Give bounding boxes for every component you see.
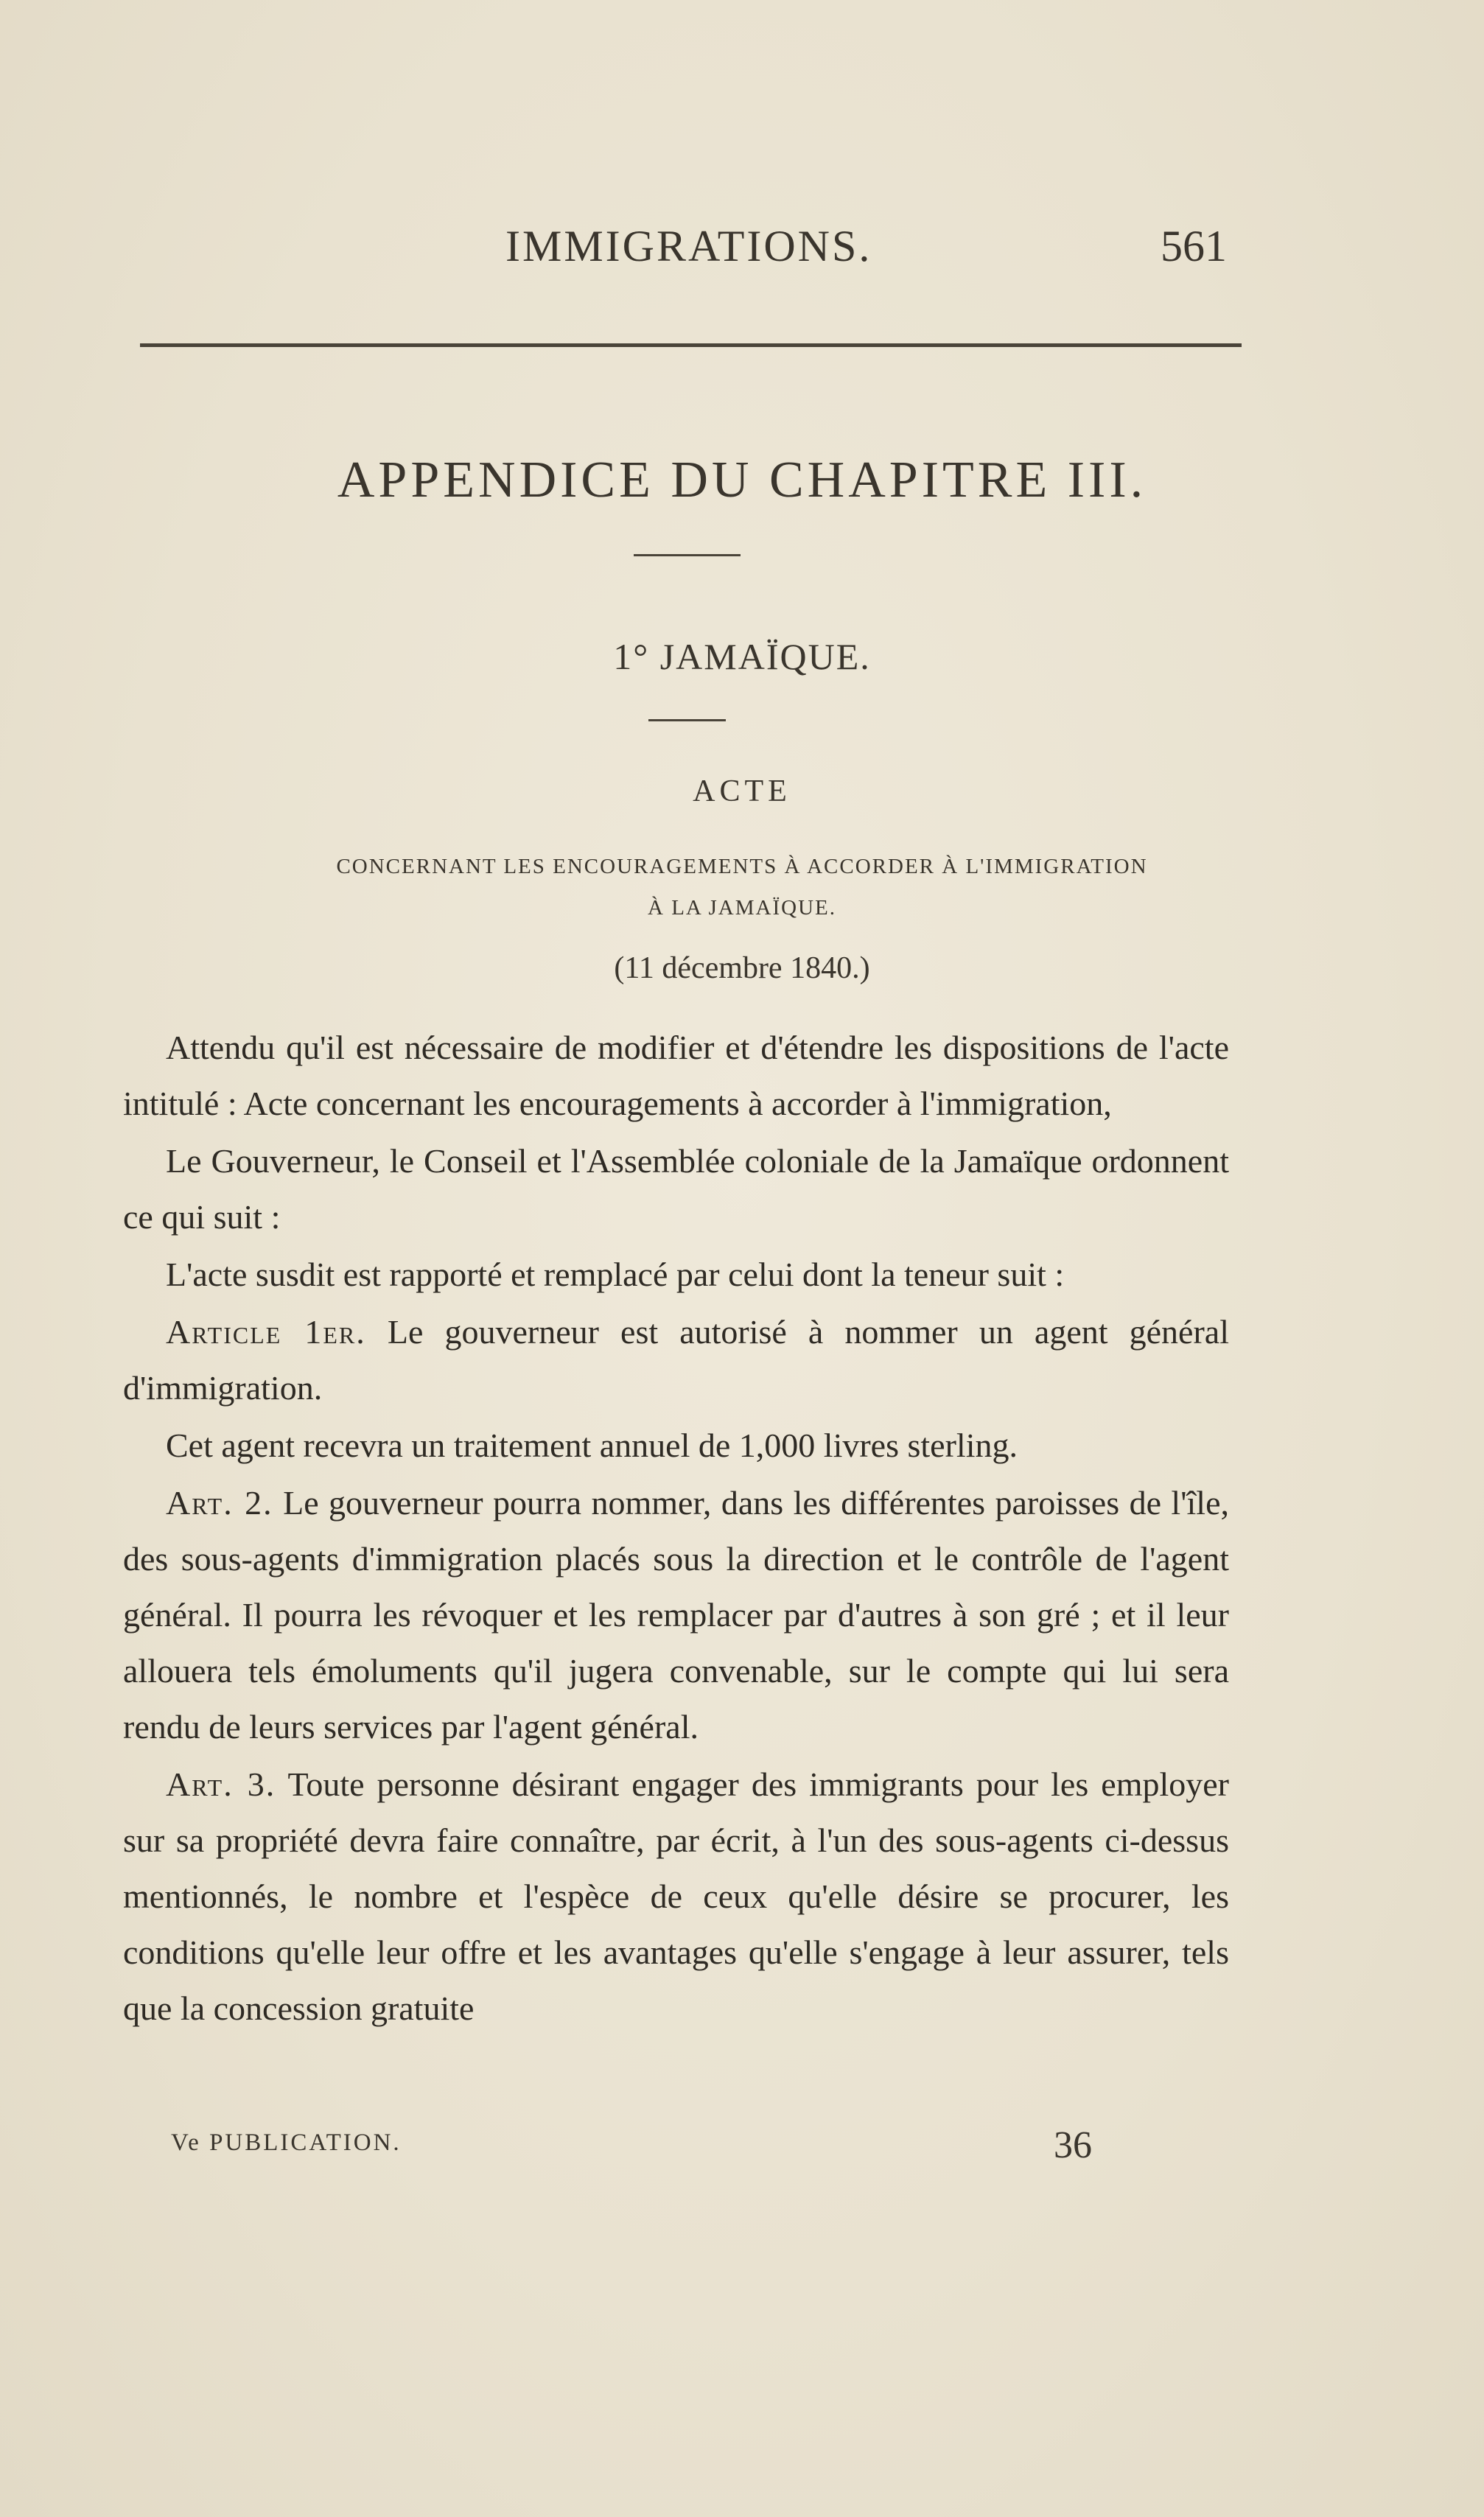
article-label: Art. 3. [166,1765,276,1803]
article-paragraph [123,1304,1229,1416]
ornamental-rule [648,719,726,721]
article-text: Le gouverneur est autorisé à nommer un agent général d'immigration. [123,1313,1229,1407]
article-text: Toute personne désirant engager des immigrants pour les employer sur sa propriété devra faire connaître, par écrit, à l'un des sous-agents ci-dessus mentionnés, le nombre et l'espèce de ceux qu'elle désire se procurer, les conditions qu'elle leur offre et les avantages qu'elle s'engage à leur assurer, tels que la concession gratuite [123,1765,1229,2027]
ornamental-rule [634,554,741,556]
act-title: ACTE [693,774,791,808]
act-subtitle-line: À LA JAMAÏQUE. [648,896,836,920]
chapter-title: APPENDICE DU CHAPITRE III. [337,452,1147,508]
running-header [140,221,1242,287]
act-date: (11 décembre 1840.) [614,951,870,985]
article-paragraph [123,1757,1229,2037]
act-subtitle-line: CONCERNANT LES ENCOURAGEMENTS À ACCORDER À L'IMMIGRATION [336,855,1148,878]
paragraph: L'acte susdit est rapporté et remplacé par celui dont la teneur suit : [166,1256,1065,1293]
paragraph: Le Gouverneur, le Conseil et l'Assemblée coloniale de la Jamaïque ordonnent ce qui suit : [123,1142,1229,1236]
paragraph: Cet agent recevra un traitement annuel de 1,000 livres sterling. [166,1426,1018,1464]
signature-mark: Ve PUBLICATION. [171,2129,402,2156]
paragraph: Attendu qu'il est nécessaire de modifier et d'étendre les dispositions de l'acte intitulé : Acte concernant les encouragements à accorder à l'immigration, [123,1029,1229,1122]
act-subtitle [0,846,1484,928]
body-text [123,1020,1229,2038]
page-footer [171,2124,1129,2182]
header-rule [140,343,1242,347]
running-title: IMMIGRATIONS. [505,222,872,270]
section-title: 1° JAMAÏQUE. [613,636,871,677]
article-label: Art. 2. [166,1484,273,1522]
page-number: 561 [1161,222,1227,270]
article-label: Article 1er. [166,1313,366,1351]
article-text: Le gouverneur pourra nommer, dans les différentes paroisses de l'île, des sous-agents d'immigration placés sous la direction et le contrôle de l'agent général. Il pourra les révoquer et les remplacer par d'autres à son gré ; et il leur allouera tels émoluments qu'il jugera convenable, sur le compte qui lui sera rendu de leurs services par l'agent général. [123,1484,1229,1746]
sheet-number: 36 [1054,2124,1092,2166]
article-paragraph [123,1475,1229,1755]
